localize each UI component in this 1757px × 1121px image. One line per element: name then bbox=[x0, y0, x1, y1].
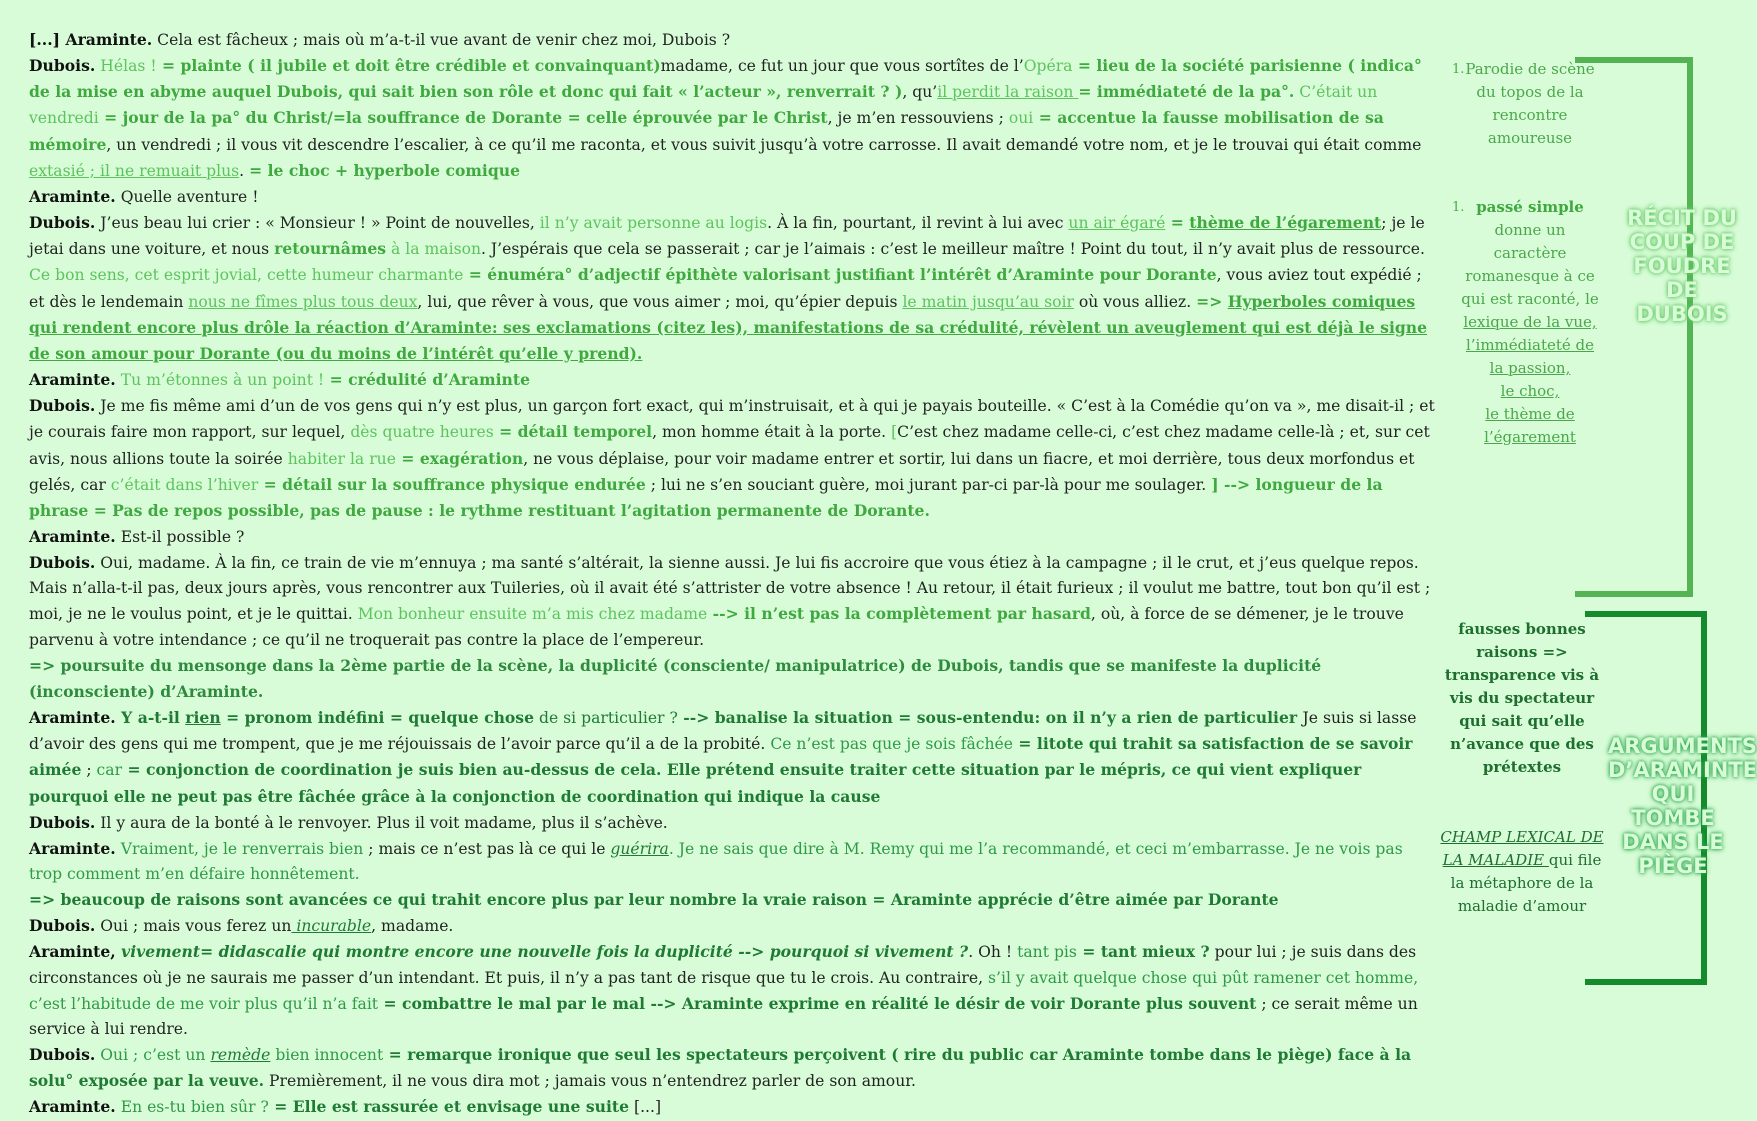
text-segment: retournâmes bbox=[274, 239, 387, 259]
text-segment: habiter la rue bbox=[287, 449, 396, 468]
text-paragraph bbox=[29, 367, 1439, 393]
text-paragraph bbox=[29, 550, 1439, 653]
text-segment: = détail sur la souffrance physique endurée bbox=[258, 474, 646, 494]
text-segment: , je m’en ressouviens ; bbox=[827, 109, 1009, 128]
text-segment: = combattre le mal par le mal --> Araminte exprime en réalité le désir de voir Dorante plus souvent bbox=[378, 993, 1257, 1013]
text-segment: ; je le jetai dans une voiture, et nous bbox=[29, 214, 1425, 259]
bracket-label-top: RÉCIT DU COUP DE FOUDRE DE DUBOIS bbox=[1627, 206, 1737, 326]
text-segment: , vous aviez tout expédié ; et dès le lendemain bbox=[29, 266, 1422, 311]
text-segment: Ce bon sens, cet esprit jovial, cette humeur charmante bbox=[29, 266, 464, 285]
text-segment: = immédiateté de la pa°. bbox=[1078, 82, 1295, 102]
note-link: le choc, bbox=[1500, 382, 1560, 400]
text-segment: c’était dans l’hiver bbox=[110, 475, 259, 494]
text-segment: madame, ce fut un jour que vous sortîtes de l’ bbox=[660, 57, 1024, 76]
text-segment: extasié ; il ne remuait plus bbox=[29, 161, 240, 180]
bracket-top bbox=[1575, 57, 1693, 597]
text-segment: où vous alliez. bbox=[1073, 292, 1197, 311]
speaker-name: Dubois. bbox=[29, 916, 96, 936]
text-segment: Hélas ! bbox=[95, 57, 157, 76]
text-segment: Tu m’étonnes à un point ! bbox=[115, 371, 325, 390]
text-segment: = lieu de la société parisienne ( indica° de la mise en abyme auquel Dubois, qui sait bien son rôle et donc qui fait « l’acteur », renverrait ? ) bbox=[29, 56, 1422, 102]
speaker-name: Dubois. bbox=[29, 213, 96, 233]
text-segment: , madame. bbox=[371, 917, 454, 936]
text-paragraph bbox=[29, 1042, 1439, 1094]
text-segment: . Oh ! bbox=[968, 943, 1018, 962]
text-segment: Oui ; c’est un bbox=[95, 1046, 211, 1065]
text-segment: Je me fis même ami d’un de vos gens qui n’y est plus, un garçon fort exact, qui m’instruisait, et à qui je payais bouteille. « C’est à la Comédie qu’on va », me disait-il ; et je courais faire mon rapport, sur lequel, bbox=[29, 397, 1435, 442]
text-segment: --> il n’est pas la complètement par hasard bbox=[707, 604, 1091, 624]
text-segment: Premièrement, il ne vous dira mot ; jamais vous n’entendrez parler de son amour. bbox=[264, 1072, 916, 1091]
text-segment: Y a-t-il bbox=[115, 708, 186, 728]
text-segment: Oui ; mais vous ferez un bbox=[95, 917, 292, 936]
text-paragraph bbox=[29, 210, 1439, 367]
note-parodie: Parodie de scène du topos de la rencontre amoureuse bbox=[1465, 60, 1595, 147]
text-segment: = exagération bbox=[395, 448, 524, 468]
note-passe-simple-text: donne un caractère romanesque à ce qui est raconté, le bbox=[1461, 221, 1599, 308]
speaker-name: Araminte, bbox=[29, 942, 122, 962]
text-segment: --> banalise la situation = sous-entendu: on il n’y a rien de particulier bbox=[677, 708, 1303, 728]
text-segment: pour lui ; je suis dans des circonstances où je ne saurais me passer d’un intendant. Et puis, il n’y a pas tant de risque que tu le crois. Au contraire, bbox=[29, 943, 1417, 987]
note-link: le thème de l’égarement bbox=[1484, 405, 1576, 446]
text-segment: à la maison bbox=[386, 240, 482, 259]
text-segment: , ne vous déplaise, pour voir madame entrer et sortir, lui dans un fiacre, et moi derrière, tous deux morfondus et gelés, car bbox=[29, 449, 1415, 494]
note-champ-lexical bbox=[1437, 826, 1607, 918]
text-segment: un air égaré bbox=[1068, 214, 1166, 233]
text-segment: thème de l’égarement bbox=[1189, 213, 1382, 233]
speaker-name: Dubois. bbox=[29, 553, 96, 573]
text-segment: = bbox=[1165, 213, 1190, 233]
text-segment: Ce n’est pas que je sois fâchée bbox=[770, 735, 1013, 754]
text-segment: de si particulier ? bbox=[534, 709, 678, 728]
text-segment: bien innocent bbox=[270, 1046, 384, 1065]
speaker-name: [...] Araminte. bbox=[29, 30, 153, 49]
text-segment: Quelle aventure ! bbox=[115, 187, 259, 206]
text-segment: = tant mieux ? bbox=[1076, 942, 1210, 962]
text-segment: C’est chez madame celle-ci, c’est chez madame celle-là ; et, sur cet avis, nous allions toute la soirée bbox=[29, 423, 1430, 468]
text-segment: = énuméra° d’adjectif épithète valorisant justifiant l’intérêt d’Araminte pour Dorante bbox=[463, 265, 1217, 285]
speaker-name: Araminte. bbox=[29, 838, 116, 858]
text-segment: = le choc + hyperbole comique bbox=[249, 160, 521, 180]
note-champ-lexical-text: qui file la métaphore de la maladie d’amour bbox=[1450, 851, 1602, 915]
speaker-name: Dubois. bbox=[29, 812, 96, 832]
note-link: l’immédiateté de la passion, bbox=[1465, 336, 1595, 377]
text-segment: En es-tu bien sûr ? bbox=[115, 1098, 269, 1117]
text-segment: = plainte ( il jubile et doit être crédible et convainquant) bbox=[156, 56, 661, 76]
speaker-name: Araminte. bbox=[29, 1097, 116, 1117]
text-segment: il perdit la raison bbox=[937, 83, 1079, 102]
text-paragraph bbox=[29, 184, 1439, 210]
text-segment: . Je ne sais que dire à M. Remy qui me l’a recommandé, et ceci m’embarrasse. Je ne vois pas trop comment m’en défaire honnêtement. bbox=[29, 839, 1403, 883]
text-paragraph bbox=[29, 53, 1439, 184]
text-paragraph bbox=[29, 913, 1439, 939]
text-segment: = détail temporel bbox=[493, 422, 653, 442]
speaker-name: Araminte. bbox=[29, 186, 116, 206]
scene-text bbox=[29, 27, 1439, 1121]
note-number: 1. bbox=[1452, 200, 1465, 215]
text-segment: ; mais ce n’est pas là ce qui le bbox=[363, 839, 611, 858]
text-segment: s’il y avait quelque chose qui pût ramener cet homme, c’est l’habitude de me voir plus qu’il n’a fait bbox=[29, 968, 1419, 1013]
text-paragraph bbox=[29, 524, 1439, 550]
note-link: lexique de la vue, bbox=[1463, 313, 1597, 331]
text-segment: car bbox=[96, 761, 123, 780]
text-segment: = accentue la fausse mobilisation de sa mémoire bbox=[29, 108, 1384, 154]
text-segment: C’était un vendredi bbox=[29, 83, 1378, 128]
bracket-label-bottom: ARGUMENTS D’ARAMINTE QUI TOMBE DANS LE PIÈGE bbox=[1608, 734, 1757, 878]
speaker-name: Araminte. bbox=[29, 708, 116, 728]
text-segment: [ bbox=[891, 423, 898, 442]
text-segment: , qu’ bbox=[902, 83, 938, 102]
text-paragraph bbox=[29, 1094, 1439, 1120]
speaker-name: Araminte. bbox=[29, 526, 116, 546]
text-segment: tant pis bbox=[1017, 943, 1077, 962]
text-segment: le matin jusqu’au soir bbox=[902, 292, 1074, 311]
text-segment: ] --> longueur de la phrase = Pas de repos possible, pas de pause : le rythme restituant l’agitation permanente de Dorante. bbox=[29, 474, 1383, 520]
text-segment: guérira bbox=[610, 839, 669, 858]
note-fausses-raisons: fausses bonnes raisons => transparence vis à vis du spectateur qui sait qu’elle n’avance que des prétextes bbox=[1444, 620, 1600, 776]
text-segment: = jour de la pa° du Christ/=la souffrance de Dorante = celle éprouvée par le Christ bbox=[98, 108, 828, 128]
text-paragraph bbox=[29, 810, 1439, 836]
text-segment: ; bbox=[81, 761, 97, 780]
text-segment: = pronom indéfini = quelque chose bbox=[220, 708, 535, 728]
text-segment: = crédulité d’Araminte bbox=[324, 370, 531, 390]
text-segment: = conjonction de coordination je suis bien au-dessus de cela. Elle prétend ensuite traiter cette situation par le mépris, ce qui vient expliquer pourquoi elle ne peut pas être fâchée grâce à la conjonction de coordination qui indique la cause bbox=[29, 760, 1362, 806]
text-paragraph bbox=[29, 705, 1439, 810]
text-segment: . bbox=[239, 161, 250, 180]
text-paragraph bbox=[29, 393, 1439, 524]
text-segment: Mon bonheur ensuite m’a mis chez madame bbox=[357, 605, 708, 624]
text-segment: Est-il possible ? bbox=[115, 527, 245, 546]
text-segment: nous ne fîmes plus tous deux bbox=[188, 292, 418, 311]
text-segment: , mon homme était à la porte. bbox=[652, 423, 892, 442]
text-segment: il n’y avait personne au logis bbox=[539, 214, 768, 233]
text-segment: => poursuite du mensonge dans la 2ème partie de la scène, la duplicité (consciente/ manipulatrice) de Dubois, tandis que se manifeste la duplicité (inconsciente) d’Araminte. bbox=[29, 655, 1322, 701]
text-segment: ; lui ne s’en souciant guère, moi jurant par-ci par-là pour me soulager. bbox=[645, 475, 1212, 494]
note-champ-lexical-title: CHAMP LEXICAL DE LA MALADIE bbox=[1440, 828, 1604, 869]
text-segment: Hyperboles comiques qui rendent encore plus drôle la réaction d’Araminte: ses exclamations (citez les), manifestations de sa crédulité, révèlent un aveuglement qui est déjà le signe de son amour pour Dorante (ou du moins de l’intérêt qu’elle y prend). bbox=[29, 291, 1428, 363]
text-paragraph bbox=[29, 836, 1439, 887]
text-segment: Je suis si lasse d’avoir des gens qui me trompent, que je me réjouissais de l’avoir parce qu’il a de la probité. bbox=[29, 709, 1417, 754]
text-segment: vivement= didascalie qui montre encore une nouvelle fois la duplicité --> pourquoi si vivement ? bbox=[121, 942, 969, 962]
text-segment: => beaucoup de raisons sont avancées ce qui trahit encore plus par leur nombre la vraie raison = Araminte apprécie d’être aimée par Dorante bbox=[29, 890, 1279, 910]
text-segment: Cela est fâcheux ; mais où m’a-t-il vue avant de venir chez moi, Dubois ? bbox=[152, 31, 731, 49]
text-segment: , lui, que rêver à vous, que vous aimer ; moi, qu’épier depuis bbox=[417, 292, 903, 311]
speaker-name: Dubois. bbox=[29, 1045, 96, 1065]
text-segment: Oui, madame. À la fin, ce train de vie m’ennuya ; ma santé s’altérait, la sienne aussi. Je lui fis accroire que vous étiez à la campagne ; il le crut, et j’eus quelque repos. Mais n’alla-t-il pas, deux jours après, vous rencontrer aux Tuileries, où il avait été s’attrister de votre absence ! Au retour, il était furieux ; il voulut me battre, tout bon qu’il est ; moi, je ne le voulus point, et je le quittai. bbox=[29, 554, 1431, 624]
speaker-name: Dubois. bbox=[29, 396, 96, 416]
text-segment: oui bbox=[1008, 109, 1034, 128]
text-segment: J’eus beau lui crier : « Monsieur ! » Point de nouvelles, bbox=[95, 214, 540, 233]
text-paragraph bbox=[29, 887, 1439, 913]
text-segment: rien bbox=[185, 708, 221, 728]
text-segment: , un vendredi ; il vous vit descendre l’escalier, à ce qu’il me raconta, et vous suivit jusqu’à votre carrosse. Il avait demandé votre nom, et je le trouvai qui était comme bbox=[106, 135, 1422, 154]
text-segment: = Elle est rassurée et envisage une suite bbox=[268, 1097, 630, 1117]
text-segment: ; ce serait même un service à lui rendre. bbox=[29, 994, 1418, 1038]
note-number: 1. bbox=[1452, 62, 1465, 77]
text-segment: remède bbox=[210, 1046, 271, 1065]
note-passe-simple-title: passé simple bbox=[1476, 198, 1584, 216]
speaker-name: Araminte. bbox=[29, 370, 116, 390]
text-segment: [...] bbox=[629, 1098, 662, 1117]
text-paragraph bbox=[29, 27, 1439, 53]
text-segment: incurable bbox=[291, 917, 372, 936]
text-segment: Vraiment, je le renverrais bien bbox=[115, 839, 364, 858]
text-segment: , où, à force de se démener, je le trouve parvenu à votre intendance ; ce qu’il ne troquerait pas contre la place de l’empereur. bbox=[29, 605, 1404, 649]
text-segment: Opéra bbox=[1023, 57, 1073, 76]
text-segment: => bbox=[1196, 291, 1228, 311]
text-segment: . J’espérais que cela se passerait ; car je l’aimais : c’est le meilleur maître ! Point du tout, il n’y avait plus de ressource. bbox=[481, 240, 1425, 259]
text-paragraph bbox=[29, 939, 1439, 1042]
speaker-name: Dubois. bbox=[29, 56, 96, 76]
text-segment: Il y aura de la bonté à le renvoyer. Plus il voit madame, plus il s’achève. bbox=[95, 813, 668, 832]
text-paragraph bbox=[29, 653, 1439, 705]
text-segment: = litote qui trahit sa satisfaction de se savoir aimée bbox=[29, 734, 1413, 780]
text-segment: = remarque ironique que seul les spectateurs perçoivent ( rire du public car Araminte tombe dans le piège) face à la solu° exposée par la veuve. bbox=[29, 1045, 1412, 1091]
text-segment: dès quatre heures bbox=[350, 423, 494, 442]
text-segment: . À la fin, pourtant, il revint à lui avec bbox=[767, 214, 1069, 233]
